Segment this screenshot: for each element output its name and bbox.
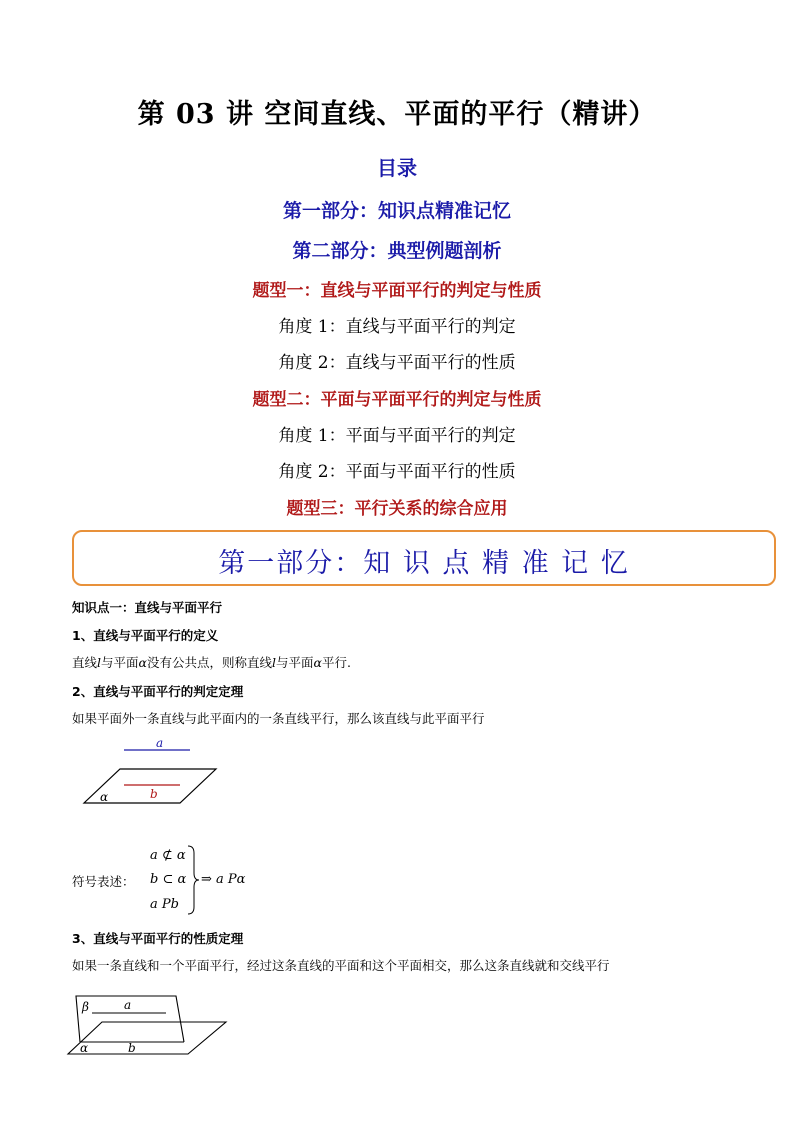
s1-mid2: 没有公共点，则称直线 [146, 655, 272, 670]
page-title: 第 03 讲 空间直线、平面的平行（精讲） [137, 99, 657, 130]
kp1-s1-title: 1、直线与平面平行的定义 [72, 628, 219, 643]
toc-type1-angle1[interactable]: 角度 1：直线与平面平行的判定 [278, 317, 516, 337]
s1-alpha: α [138, 655, 147, 670]
toc-type2-angle2[interactable]: 角度 2：平面与平面平行的性质 [278, 462, 516, 482]
kp1-s1-text [72, 653, 351, 671]
symbol-label: 符号表述： [72, 874, 135, 889]
s1-alpha2: α [313, 655, 322, 670]
label-alpha-2: α [80, 1041, 89, 1055]
toc-type2[interactable]: 题型二：平面与平面平行的判定与性质 [252, 390, 542, 410]
toc-part1[interactable]: 第一部分：知识点精准记忆 [282, 200, 511, 222]
toc-heading: 目录 [377, 156, 417, 180]
kp1-s3-title: 3、直线与平面平行的性质定理 [72, 931, 244, 946]
cond-1: a ⊄ α [150, 848, 186, 863]
s1-l2: l [272, 655, 276, 670]
figure-line-plane-parallel [80, 736, 230, 808]
toc-type1-angle2[interactable]: 角度 2：直线与平面平行的性质 [278, 353, 516, 373]
toc-part2[interactable]: 第二部分：典型例题剖析 [292, 240, 502, 262]
label-b-2: b [128, 1041, 136, 1055]
cond-2: b ⊂ α [150, 872, 187, 887]
right-brace-icon [186, 845, 200, 915]
label-b: b [150, 787, 158, 801]
section-banner [72, 530, 776, 586]
section-banner-text: 第一部分：知 识 点 精 准 记 忆 [218, 548, 630, 579]
s1-post: 平行. [321, 655, 351, 670]
kp1-heading: 知识点一：直线与平面平行 [72, 600, 223, 615]
s1-l: l [97, 655, 102, 670]
label-alpha: α [100, 790, 109, 804]
s1-pre: 直线 [72, 655, 98, 670]
toc-type1[interactable]: 题型一：直线与平面平行的判定与性质 [252, 281, 542, 301]
label-a-2: a [124, 998, 132, 1012]
label-a: a [156, 736, 164, 750]
kp1-s2-title: 2、直线与平面平行的判定定理 [72, 684, 244, 699]
kp1-s3-text: 如果一条直线和一个平面平行，经过这条直线的平面和这个平面相交，那么这条直线就和交线平行 [72, 958, 610, 973]
toc-type3[interactable]: 题型三：平行关系的综合应用 [286, 499, 508, 519]
figure-plane-intersection [66, 992, 236, 1060]
conclusion: ⇒ a Pα [201, 872, 246, 887]
s1-mid: 与平面 [101, 655, 139, 670]
plane-alpha-2 [68, 1022, 226, 1054]
s1-mid3: 与平面 [276, 655, 314, 670]
kp1-s2-text: 如果平面外一条直线与此平面内的一条直线平行，那么该直线与此平面平行 [72, 711, 485, 726]
toc-type2-angle1[interactable]: 角度 1：平面与平面平行的判定 [278, 426, 516, 446]
cond-3: a Pb [150, 897, 179, 912]
label-beta: β [82, 1000, 89, 1014]
